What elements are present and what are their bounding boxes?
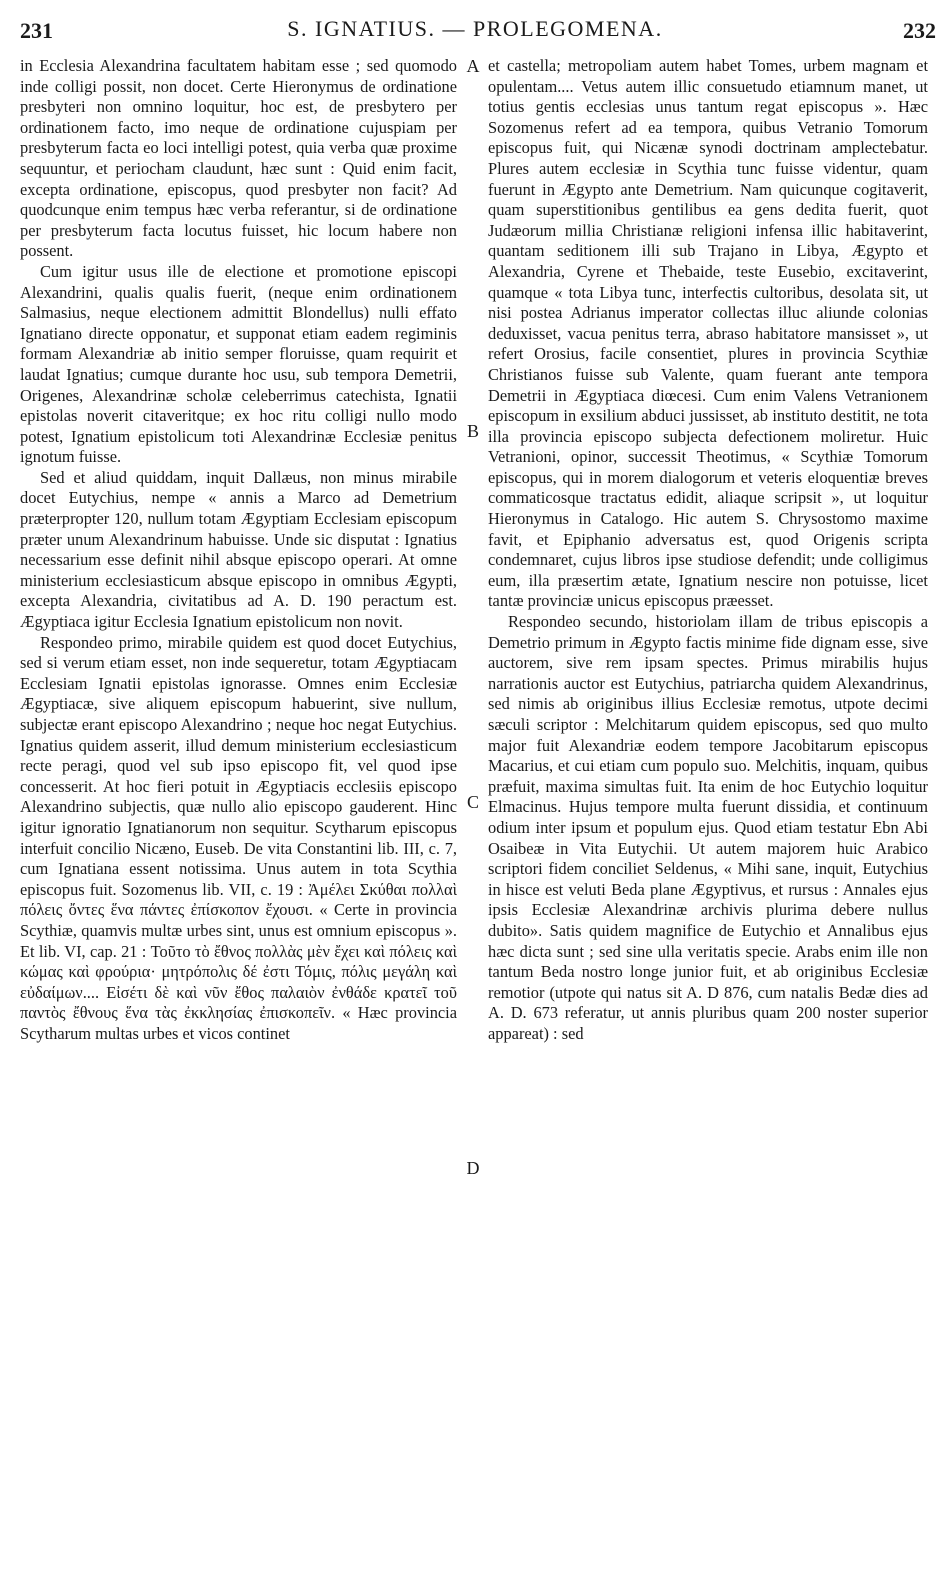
paragraph: in Ecclesia Alexandrina facultatem habitam esse ; sed quomodo inde colligi possit, non docet. Certe Hieronymus de ordinatione presbyteri non omnino loquitur, hoc est, de presbytero per ordinationem facto, imo neque de ordinatione cujuspiam per presbyterum facta eo loci intelligi potest, quia verba quæ proxime sequuntur, et periocham claudunt, hæc sunt : Quid enim facit, excepta ordinatione, episcopus, quod presbyter non facit? Ad quodcunque enim tempus hæc verba referantur, si de ordinatione per presbyterum facta locutus fuisset, hic locum habere non possent. [20, 56, 457, 261]
right-page-number: 232 [903, 18, 936, 43]
left-page-number: 231 [20, 18, 53, 43]
margin-marker-a: A [466, 56, 480, 76]
running-title: S. IGNATIUS. — PROLEGOMENA. [287, 16, 663, 41]
margin-marker-d: D [466, 1158, 480, 1178]
paragraph: Respondeo secundo, historiolam illam de tribus episcopis a Demetrio primum in Ægypto factis minime fide dignam esse, sive auctorem, sive rem ipsam spectes. Primus mirabilis hujus narrationis auctor est Eutychius, patriarcha quidem Alexandrinus, sed nimis ab originibus illius Ecclesiæ remotus, utpote decimi sæculi scriptor : Melchitarum quidem episcopus, sed quo multo major fuit Alexandriæ eodem tempore Jacobitarum episcopus Macarius, et cui etiam cum populo suo. Melchitis, inquam, quibus præfuit, maxima simultas fuit. Ita enim de hoc Eutychio loquitur Elmacinus. Hujus tempore multa fuerunt dissidia, et continuum odium inter ipsum et populum ejus. Quod etiam testatur Ebn Abi Osaibeæ in Vita Eutychii. Ut autem majorem huic Arabico scriptori fidem conciliet Seldenus, « Mihi sane, inquit, Eutychius in hisce est veluti Beda plane Ægyptivus, et rursus : Annales ejus ipsis Ecclesiæ Alexandrinæ archivis plurima debere nullus dubito». Satis quidem magnifice de Eutychio et Annalibus ejus hæc dicta sunt ; sed sine ulla veritatis specie. Arabs enim ille non tantum Beda nostro longe junior fuit, et ab originibus Ecclesiæ remotior (utpote qui natus sit A. D 876, cum natalis Bedæ dies ad A. D. 673 referatur, ut annis pluribus quam 200 noster superior appareat) : sed [488, 612, 928, 1043]
paragraph: Sed et aliud quiddam, inquit Dallæus, non minus mirabile docet Eutychius, nempe « annis a Marco ad Demetrium præterpropter 120, nullum totam Ægyptiam Ecclesiam episcopum præter unum Alexandrinum habuisse. Unde sic disputat : Ignatius necessarium esse definit nihil absque episcopo operari. At omne ministerium ecclesiasticum absque episcopo in omnibus Ægypti, excepta Alexandria, civitatibus ad A. D. 190 peractum est. Ægyptiaca igitur Ecclesia Ignatium epistolicum non novit. [20, 467, 457, 632]
left-column [20, 56, 457, 1045]
running-header [0, 16, 950, 50]
margin-marker-b: B [466, 421, 479, 441]
paragraph: et castella; metropoliam autem habet Tomes, urbem magnam et opulentam.... Vetus autem illic consuetudo etiamnum manet, ut totius gentis ecclesias unus tantum regat episcopus ». Hæc Sozomenus refert ad ea tempora, quibus Vetranio Tomorum episcopus fuit, qui Nicænæ synodi doctrinam amplectebatur. Plures autem ecclesiæ in Scythia tunc fuisse videntur, quam fuerunt in Ægypto ante Demetrium. Nam quicunque cogitaverit, quam superstitionibus gentilibus ea gens dedita fuerit, quot Judæorum millia Christianæ religioni infensa illic habitaverint, quantam seditionem illi sub Trajano in Libya, Ægypto et Alexandria, Cyrene et Thebaide, teste Eusebio, excitaverint, quamque « tota Libya tunc, interfectis cultoribus, desolata sit, ut nisi postea Adrianus imperator collectas illuc aliunde colonias deduxisset, vacua penitus terra, abraso habitatore mansisset », ut refert Orosius, facile consentiet, plures in provincia Scythiæ Christianos fuisse sub Valente, quam fuerant ante tempora Demetrii in Ægyptiaca diœcesi. Cum enim Valens Vetranionem episcopum in exsilium abduci jussisset, ab instituto destitit, ne tota illa provincia episcopo subjecta defectionem moliretur. Huic Vetranioni, opinor, successit Theotimus, « Scythiæ Tomorum episcopus, qui in morem dialogorum et veteris eloquentiæ breves commaticosque tractatus edidit, aliaque scripsit », ut loquitur Hieronymus in Catalogo. Hic autem S. Chrysostomo maxime favit, et Epiphanio adversatus est, quod Origenis scripta condemnaret, cujus libros ipse studiose defendit; unde colligimus eum, illa præsertim ætate, Ignatium nescire non potuisse, licet tantæ provinciæ unicus episcopus præesset. [488, 56, 928, 611]
right-column [488, 56, 928, 1045]
paragraph: Respondeo primo, mirabile quidem est quod docet Eutychius, sed si verum etiam esset, non inde sequeretur, totam Ægyptiacam Ecclesiam Ignatii epistolas ignorasse. Omnes enim Ecclesiæ Ægyptiacæ, sive aliquem episcopum habuerint, sive nullum, subjectæ erant episcopo Alexandrino ; neque hoc negat Eutychius. Ignatius quidem asserit, illud demum ministerium ecclesiasticum recte peragi, quod vel sub ipso episcopo fit, vel quod ipse concesserit. At hoc fieri potuit in Ægyptiacis ecclesiis episcopo Alexandrino subjectis, quæ nullo alio episcopo gauderent. Hinc igitur ignoratio Ignatianorum non sequitur. Scytharum episcopus interfuit concilio Nicæno, Euseb. De vita Constantini lib. III, c. 7, cum Ignatiana essent notissima. Unus autem in tota Scythia episcopus fuit. Sozomenus lib. VII, c. 19 : Ἀμέλει Σκύθαι πολλαὶ πόλεις ὄντες ἕνα πάντες ἐπίσκοπον ἔχουσι. « Certe in provincia Scythiæ, quamvis multæ urbes sint, unus est omnium episcopus ». Et lib. VI, cap. 21 : Τοῦτο τὸ ἔθνος πολλὰς μὲν ἔχει καὶ πόλεις καὶ κώμας καὶ φρούρια· μητρόπολις δέ ἐστι Τόμις, πόλις μεγάλη καὶ εὐδαίμων.... Εἰσέτι δὲ καὶ νῦν ἔθος παλαιὸν ἐνθάδε κρατεῖ τοῦ παντὸς ἔθνους ἕνα τὰς ἐκκλησίας ἐπισκοπεῖν. « Hæc provincia Scytharum multas urbes et vicos continet [20, 632, 457, 1043]
margin-marker-c: C [466, 792, 479, 812]
paragraph: Cum igitur usus ille de electione et promotione episcopi Alexandrini, qualis qualis fuerit, (neque enim ordinationem Salmasius, neque electionem admittit Blondellus) nulli effato Ignatiano directe opponatur, et supponat etiam eadem regiminis formam Alexandriæ ab initio semper floruisse, quam requirit et laudat Ignatius; cumque durante hoc usu, sub tempora Demetrii, Origenes, Alexandrinæ scholæ celeberrimus catechista, Ignatii epistolas noverit citaveritque; ex hoc ritu colligi nullo modo potest, Ignatium epistolicum toti Alexandrinæ Ecclesiæ penitus ignotum fuisse. [20, 261, 457, 467]
